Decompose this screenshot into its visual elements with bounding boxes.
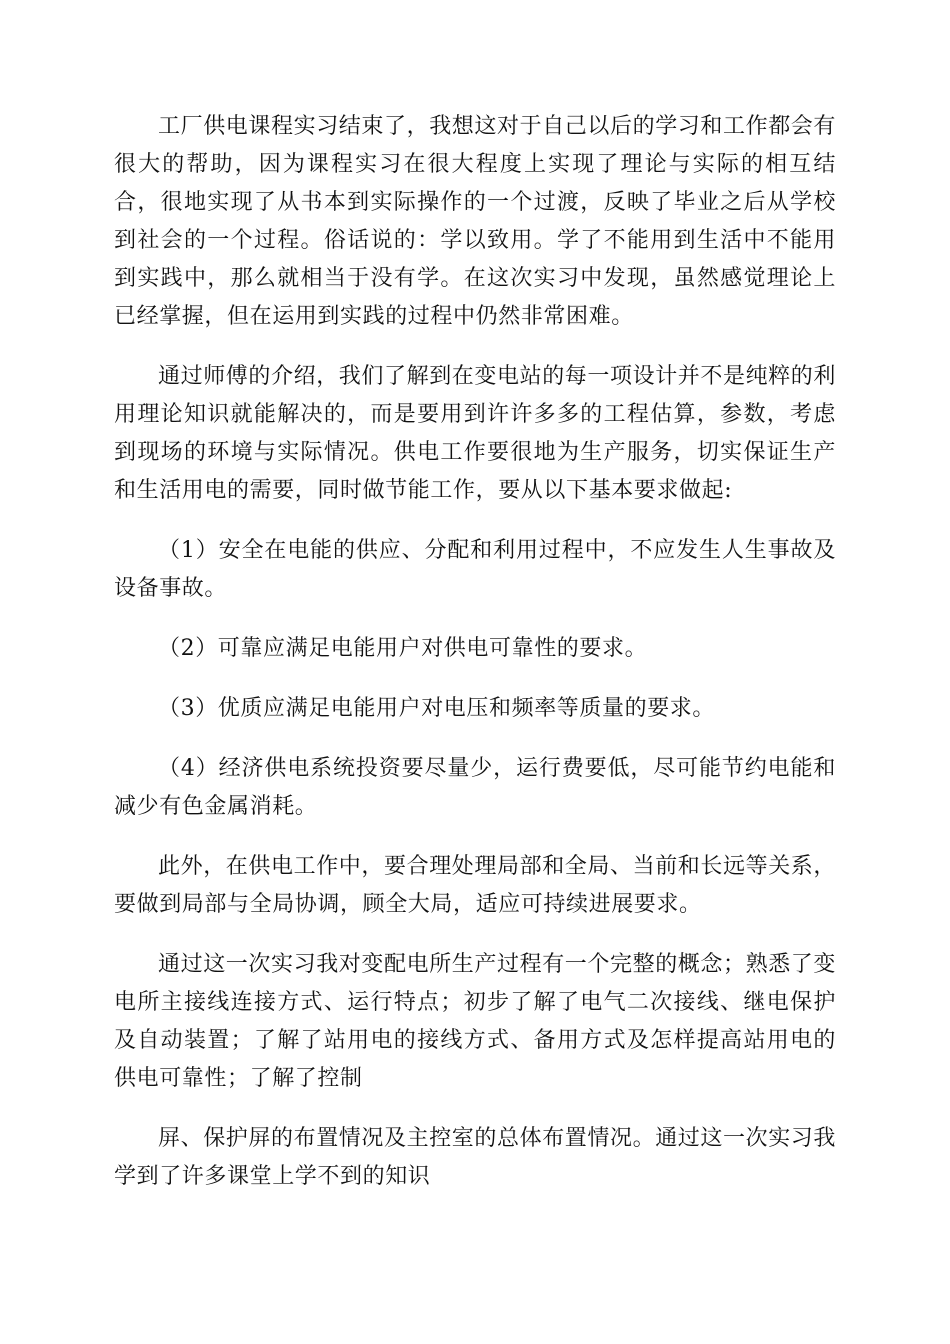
document-body xyxy=(114,108,836,1218)
paragraph-internship-summary: 工厂供电课程实习结束了，我想这对于自己以后的学习和工作都会有很大的帮助，因为课程实习在很大程度上实现了理论与实际的相互结合，很地实现了从书本到实际操作的一个过渡，反映了毕业之后从学校到社会的一个过程。俗话说的：学以致用。学了不能用到生活中不能用到实践中，那么就相当于没有学。在这次实习中发现，虽然感觉理论上已经掌握，但在运用到实践的过程中仍然非常困难。 xyxy=(114,114,837,329)
paragraph-learning-outcomes: 通过这一次实习我对变配电所生产过程有一个完整的概念；熟悉了变电所主接线连接方式、运行特点；初步了解了电气二次接线、继电保护及自动装置；了解了站用电的接线方式、备用方式及怎样提高站用电的供电可靠性；了解了控制 xyxy=(114,952,837,1091)
paragraph-requirement-reliability: （2）可靠应满足电能用户对供电可靠性的要求。 xyxy=(158,636,648,661)
paragraph-requirement-safety: （1）安全在电能的供应、分配和利用过程中，不应发生人生事故及设备事故。 xyxy=(114,538,836,601)
paragraph-requirement-quality: （3）优质应满足电能用户对电压和频率等质量的要求。 xyxy=(158,696,715,721)
paragraph-requirement-economy: （4）经济供电系统投资要尽量少，运行费要低，尽可能节约电能和减少有色金属消耗。 xyxy=(114,756,836,819)
paragraph-master-introduction: 通过师傅的介绍，我们了解到在变电站的每一项设计并不是纯粹的利用理论知识就能解决的，而是要用到许许多多的工程估算，参数，考虑到现场的环境与实际情况。供电工作要很地为生产服务，切实保证生产和生活用电的需要，同时做节能工作，要从以下基本要求做起: xyxy=(114,364,837,503)
paragraph-global-relations: 此外，在供电工作中，要合理处理局部和全局、当前和长远等关系，要做到局部与全局协调，顾全大局，适应可持续进展要求。 xyxy=(114,854,837,917)
paragraph-control-room: 屏、保护屏的布置情况及主控室的总体布置情况。通过这一次实习我学到了许多课堂上学不到的知识 xyxy=(114,1126,837,1189)
